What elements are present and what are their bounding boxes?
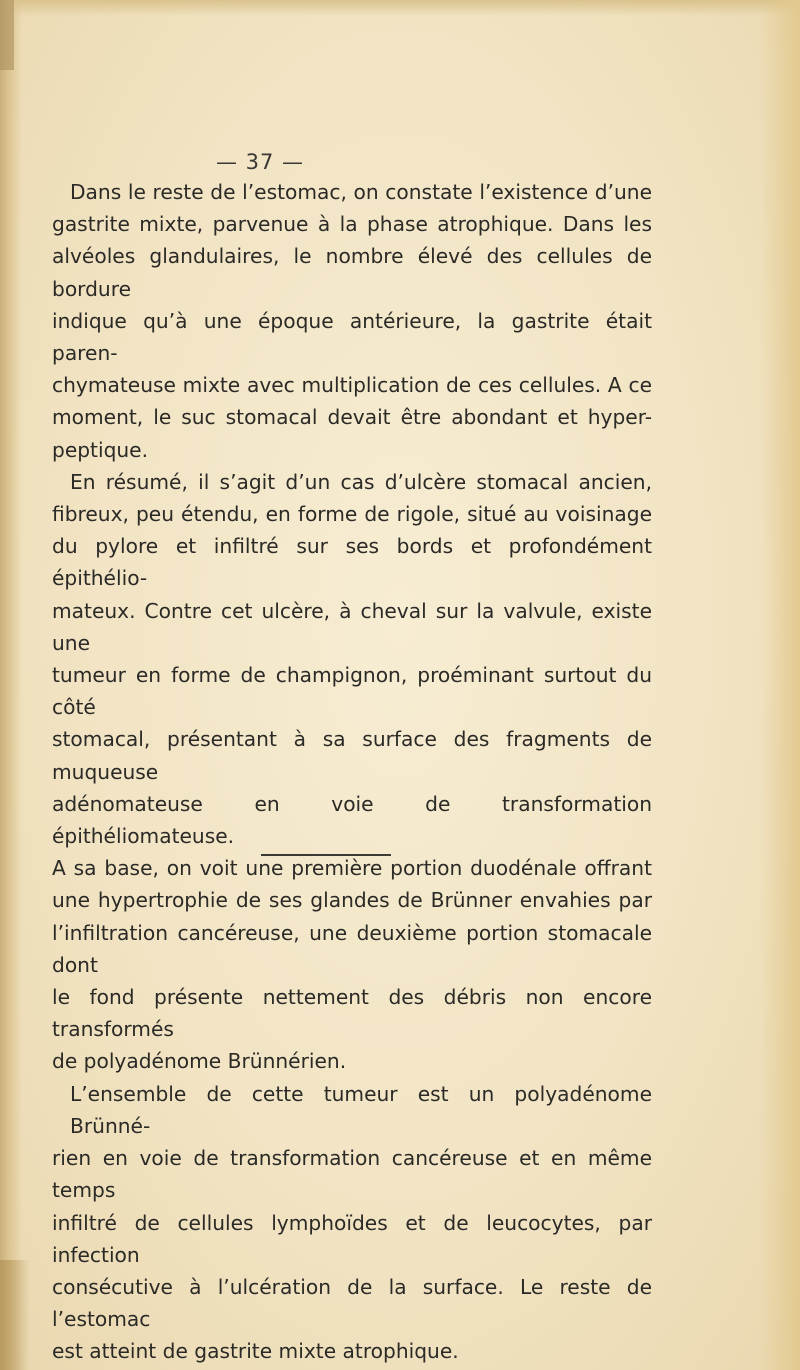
text-line: rien en voie de transformation cancéreuse et en même temps xyxy=(52,1146,652,1203)
text-line: adénomateuse en voie de transformation épithéliomateuse. xyxy=(52,791,652,849)
text-line: infiltré de cellules lymphoïdes et de leucocytes, par infection xyxy=(52,1210,652,1267)
text-line: indique qu’à une époque antérieure, la gastrite était paren- xyxy=(52,308,652,366)
page-binding-shadow xyxy=(0,0,22,1370)
text-line: chymateuse mixte avec multiplication de ces cellules. A ce xyxy=(52,373,652,398)
text-line: alvéoles glandulaires, le nombre élevé des cellules de bordure xyxy=(52,244,652,301)
text-line: moment, le suc stomacal devait être abondant et hyper- xyxy=(52,405,652,430)
text-line: l’infiltration cancéreuse, une deuxième portion stomacale dont xyxy=(52,920,652,977)
text-line: En résumé, il s’agit d’un cas d’ulcère stomacal ancien, xyxy=(70,469,652,494)
page-right-edge xyxy=(760,0,800,1370)
text-line: stomacal, présentant à sa surface des fragments de muqueuse xyxy=(52,727,652,784)
text-line: peptique. xyxy=(52,437,149,462)
end-rule xyxy=(261,854,391,856)
page-top-shadow xyxy=(0,0,800,16)
paragraph-1 xyxy=(52,176,652,466)
text-line: A sa base, on voit une première portion duodénale offrant xyxy=(52,856,652,881)
text-line: fibreux, peu étendu, en forme de rigole, situé au voisinage xyxy=(52,502,652,527)
text-line: du pylore et infiltré sur ses bords et profondément épithélio- xyxy=(52,534,652,591)
page-corner-top-left xyxy=(0,0,14,70)
text-line: de polyadénome Brünnérien. xyxy=(52,1049,347,1074)
paragraph-3 xyxy=(52,1078,652,1368)
page-corner-bottom-left xyxy=(0,1260,30,1370)
paragraph-2 xyxy=(52,466,652,1078)
text-line: mateux. Contre cet ulcère, à cheval sur la valvule, existe une xyxy=(52,598,652,655)
text-line: consécutive à l’ulcération de la surface. Le reste de l’estomac xyxy=(52,1274,652,1332)
text-line: est atteint de gastrite mixte atrophique. xyxy=(52,1339,459,1364)
text-line: une hypertrophie de ses glandes de Brünner envahies par xyxy=(52,888,652,913)
text-line: Dans le reste de l’estomac, on constate l’existence d’une xyxy=(70,180,652,204)
page-number: — 37 — xyxy=(215,150,305,174)
text-line: tumeur en forme de champignon, proéminant surtout du côté xyxy=(52,663,652,720)
body-text xyxy=(52,176,652,1368)
text-line: le fond présente nettement des débris non encore transformés xyxy=(52,985,652,1042)
text-line: L’ensemble de cette tumeur est un polyadénome Brünné- xyxy=(70,1081,652,1138)
text-line: gastrite mixte, parvenue à la phase atrophique. Dans les xyxy=(52,212,652,237)
